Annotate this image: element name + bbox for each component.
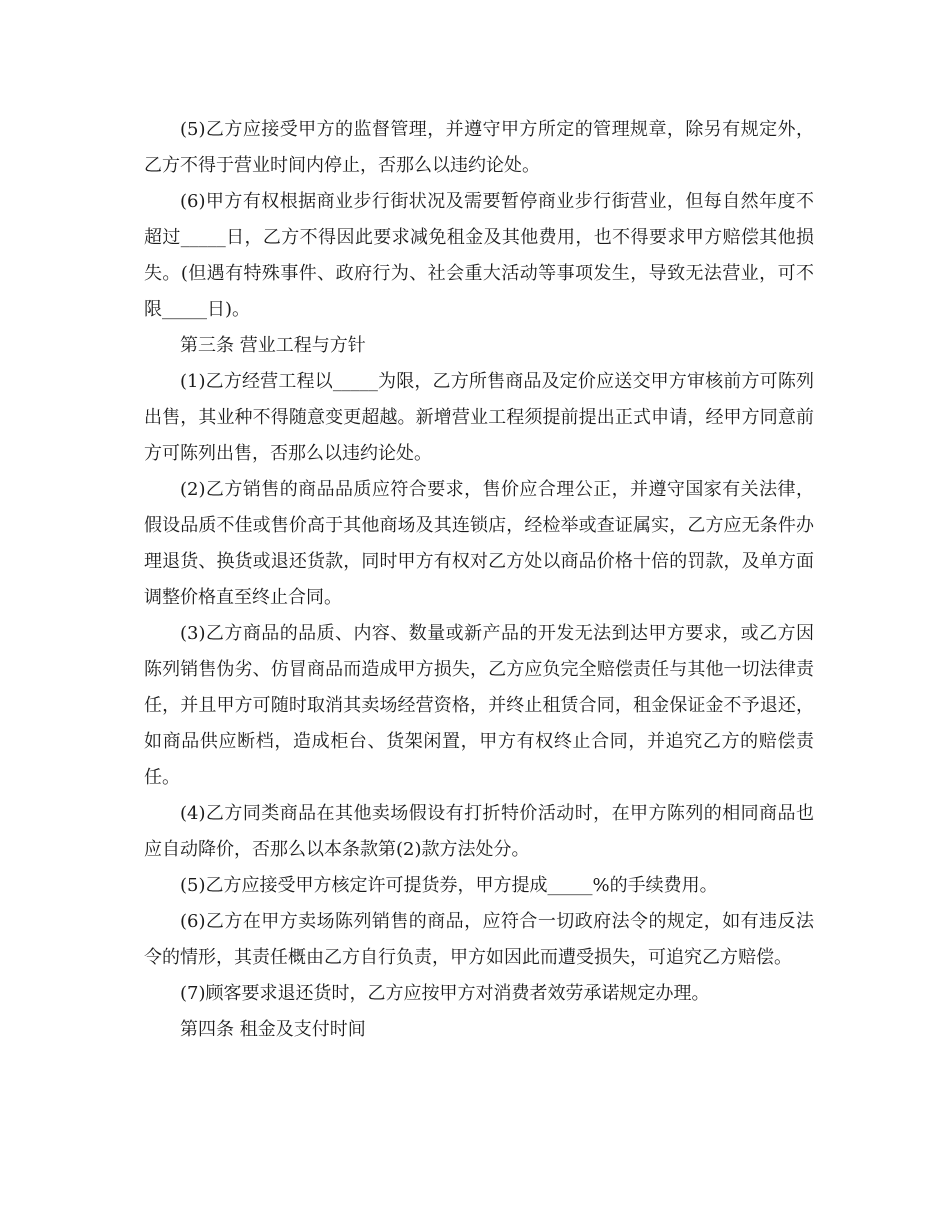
clause-2-item-6: (6)甲方有权根据商业步行街状况及需要暂停商业步行街营业，但每自然年度不超过_____日，乙方不得因此要求减免租金及其他费用，也不得要求甲方赔偿其他损失。(但遇有特殊事件、政府行为、社会重大活动等事项发生，导致无法营业，可不限_____日)。 <box>144 191 814 320</box>
article-4-heading: 第四条 租金及支付时间 <box>180 1019 366 1040</box>
clause-3-item-2: (2)乙方销售的商品品质应符合要求，售价应合理公正，并遵守国家有关法律，假设品质不佳或售价高于其他商场及其连锁店，经检举或查证属实，乙方应无条件办理退货、换货或退还货款，同时甲方有权对乙方处以商品价格十倍的罚款，及单方面调整价格直至终止合同。 <box>144 479 814 608</box>
clause-2-item-5: (5)乙方应接受甲方的监督管理，并遵守甲方所定的管理规章，除另有规定外，乙方不得于营业时间内停止，否那么以违约论处。 <box>144 119 814 176</box>
clause-3-item-4: (4)乙方同类商品在其他卖场假设有打折特价活动时，在甲方陈列的相同商品也应自动降价，否那么以本条款第(2)款方法处分。 <box>144 803 814 860</box>
article-3-heading: 第三条 营业工程与方针 <box>180 335 366 356</box>
document-body <box>144 112 814 1048</box>
clause-3-item-1: (1)乙方经营工程以_____为限，乙方所售商品及定价应送交甲方审核前方可陈列出售，其业种不得随意变更超越。新增营业工程须提前提出正式申请，经甲方同意前方可陈列出售，否那么以违约论处。 <box>144 371 814 464</box>
clause-3-item-7: (7)顾客要求退还货时，乙方应按甲方对消费者效劳承诺规定办理。 <box>180 983 710 1004</box>
clause-3-item-5: (5)乙方应接受甲方核定许可提货券，甲方提成_____%的手续费用。 <box>180 875 718 896</box>
clause-3-item-6: (6)乙方在甲方卖场陈列销售的商品，应符合一切政府法令的规定，如有违反法令的情形，其责任概由乙方自行负责，甲方如因此而遭受损失，可追究乙方赔偿。 <box>144 911 814 968</box>
clause-3-item-3: (3)乙方商品的品质、内容、数量或新产品的开发无法到达甲方要求，或乙方因陈列销售伪劣、仿冒商品而造成甲方损失，乙方应负完全赔偿责任与其他一切法律责任，并且甲方可随时取消其卖场经营资格，并终止租赁合同，租金保证金不予退还，如商品供应断档，造成柜台、货架闲置，甲方有权终止合同，并追究乙方的赔偿责任。 <box>144 623 814 788</box>
